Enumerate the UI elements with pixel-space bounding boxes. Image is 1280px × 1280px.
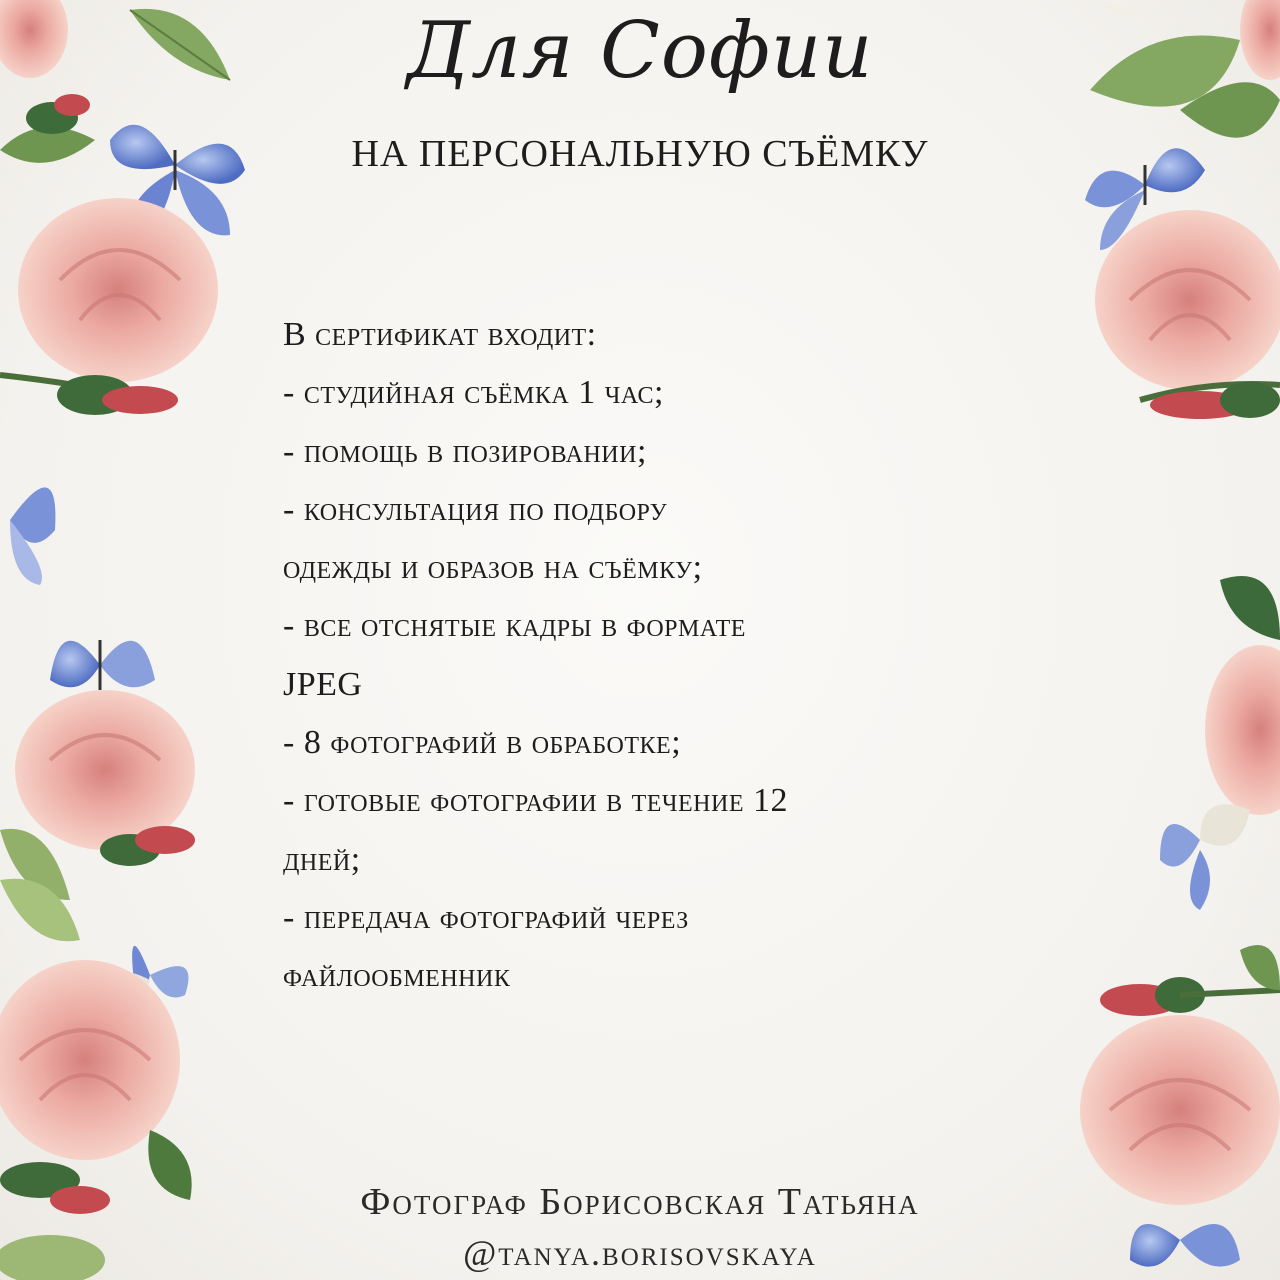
contents-line: - студийная съёмка 1 час; xyxy=(283,374,664,412)
recipient-name: Для Софии xyxy=(406,6,874,96)
rose-icon xyxy=(18,198,218,382)
contents-line: - все отснятые кадры в формате xyxy=(283,607,746,645)
rose-icon xyxy=(1080,1015,1280,1205)
butterfly-icon xyxy=(10,487,55,585)
contents-line: - помощь в позировании; xyxy=(283,432,647,470)
bud-icon xyxy=(26,94,90,134)
butterfly-icon xyxy=(50,640,155,690)
contents-line: одежды и образов на съёмку; xyxy=(283,549,703,587)
leaf-icon xyxy=(1220,576,1280,640)
contents-line: дней; xyxy=(283,840,361,878)
contents-heading: В сертификат входит: xyxy=(283,316,597,353)
certificate-subtitle: НА ПЕРСОНАЛЬНУЮ СЪЁМКУ xyxy=(351,133,929,175)
butterfly-icon xyxy=(1160,804,1250,910)
contents-line: - консультация по подбору xyxy=(283,490,668,528)
leaf-icon xyxy=(1240,945,1280,990)
contents-line: - готовые фотографии в течение 12 xyxy=(283,782,788,820)
instagram-handle: @tanya.borisovskaya xyxy=(463,1233,817,1273)
contents-line: файлообменник xyxy=(283,957,511,995)
contents-line: - 8 фотографий в обработке; xyxy=(283,724,682,762)
leaf-icon xyxy=(0,829,80,941)
contents-line: - передача фотографий через xyxy=(283,898,689,936)
rose-icon xyxy=(15,690,195,850)
contents-line: JPEG xyxy=(283,665,363,703)
bud-icon xyxy=(1140,382,1280,419)
photographer-name: Фотограф Борисовская Татьяна xyxy=(360,1181,920,1223)
certificate-contents xyxy=(283,306,1063,1006)
rose-icon xyxy=(1095,210,1280,390)
rose-icon xyxy=(0,960,180,1160)
bud-icon xyxy=(0,375,178,415)
bud-icon xyxy=(1100,977,1280,1016)
rose-icon xyxy=(1205,645,1280,815)
